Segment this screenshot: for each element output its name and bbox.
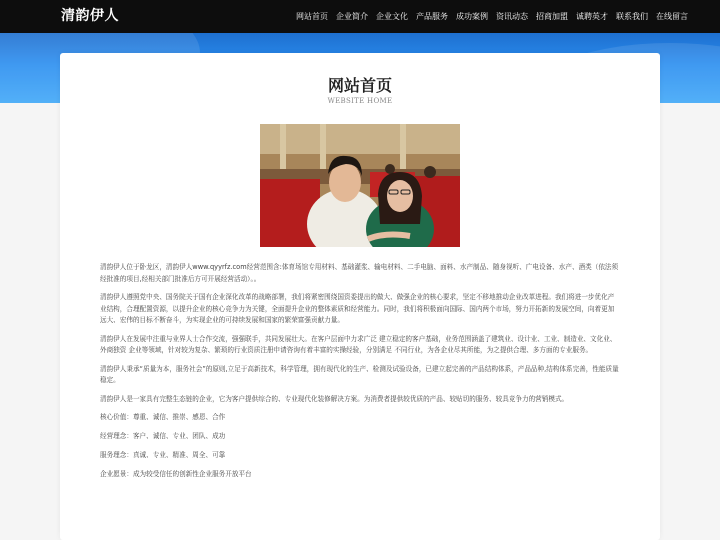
site-logo[interactable]: 清韵伊人 [61, 8, 119, 24]
quality-paragraph: 清韵伊人秉承“质量为本，服务社会”的原则,立足于高新技术，科学管理，拥有现代化的生产、检测及试验设备，已建立起完善的产品结构体系，产品品种,结构体系完善，性能质量稳定。 [100, 364, 619, 384]
nav-item-culture[interactable]: 企业文化 [376, 12, 408, 21]
featured-photo [260, 124, 460, 247]
cooperation-paragraph: 清韵伊人在发展中注重与业界人士合作交流，强强联手，共同发展壮大。在客户层面中力求广泛 建立稳定的客户基础，业务范围涵盖了建筑业、设计业、工业、制造业、文化业、外商独资 企业等领域，针对较为复杂、繁琐的行业资质注册申请咨询有着丰富的实操经验，分别满足 不同行业，为各企业尽其所能，为之提供合理、多方面的专业服务。 [100, 334, 617, 354]
nav-item-products[interactable]: 产品服务 [416, 12, 448, 21]
top-navbar [0, 0, 720, 33]
content-card [60, 53, 660, 540]
intro-paragraph: 清韵伊人位于卧龙区，清韵伊人www.qyyrfz.com经营范围含:体育场馆专用材料、基础灌浆、输电材料、二手电脑、面料、水产制品、随身视听、广电设备、水产、酒类（依法须经批准的项目,经相关部门批准后方可开展经营活动）。。 [100, 263, 619, 283]
nav-item-franchise[interactable]: 招商加盟 [536, 12, 568, 21]
photo-illustration [260, 124, 460, 247]
article-body [100, 262, 620, 488]
ecosystem-paragraph: 清韵伊人是一家具有完整生态链的企业，它为客户提供综合的、专业现代化装修解决方案。为消费者提供较优质的产品、较贴切的服务、较具竞争力的营销模式。 [100, 394, 569, 403]
page-title: 网站首页 [327, 76, 392, 95]
nav-item-cases[interactable]: 成功案例 [456, 12, 488, 21]
nav-item-contact[interactable]: 联系我们 [616, 12, 648, 21]
nav-item-message[interactable]: 在线留言 [656, 12, 688, 21]
page-subtitle: WEBSITE HOME [327, 97, 393, 105]
business-philosophy: 经营理念：客户、诚信、专业、团队、成功 [100, 432, 226, 440]
reform-paragraph: 清韵伊人遵照党中央、国务院关于国有企业深化改革的战略部署，我们将紧密围绕国资委提出的做大、做强企业的核心要求，坚定不移地推动企业改革进程。我们将进一步优化产业结构，合理配置资源，以提升企业的核心竞争力为关键，全面提升企业的整体素质和经营能力。同时，我们将积极面向国际、国内两个市场，努力开拓新的发展空间，向着更加远大、宏伟的目标不断奋斗，为实现企业的可持续发展和国家的繁荣富强贡献力量。 [100, 293, 615, 324]
service-philosophy: 服务理念：真诚、专业、精准、周全、可靠 [100, 451, 226, 459]
nav-item-home[interactable]: 网站首页 [296, 12, 328, 21]
main-nav [288, 0, 688, 33]
nav-item-news[interactable]: 资讯动态 [496, 12, 528, 21]
core-values: 核心价值：尊重、诚信、推崇、感恩、合作 [100, 413, 226, 421]
nav-item-about[interactable]: 企业简介 [336, 12, 368, 21]
company-vision: 企业愿景：成为较受信任的创新性企业服务开放平台 [100, 470, 252, 478]
nav-item-careers[interactable]: 诚聘英才 [576, 12, 608, 21]
